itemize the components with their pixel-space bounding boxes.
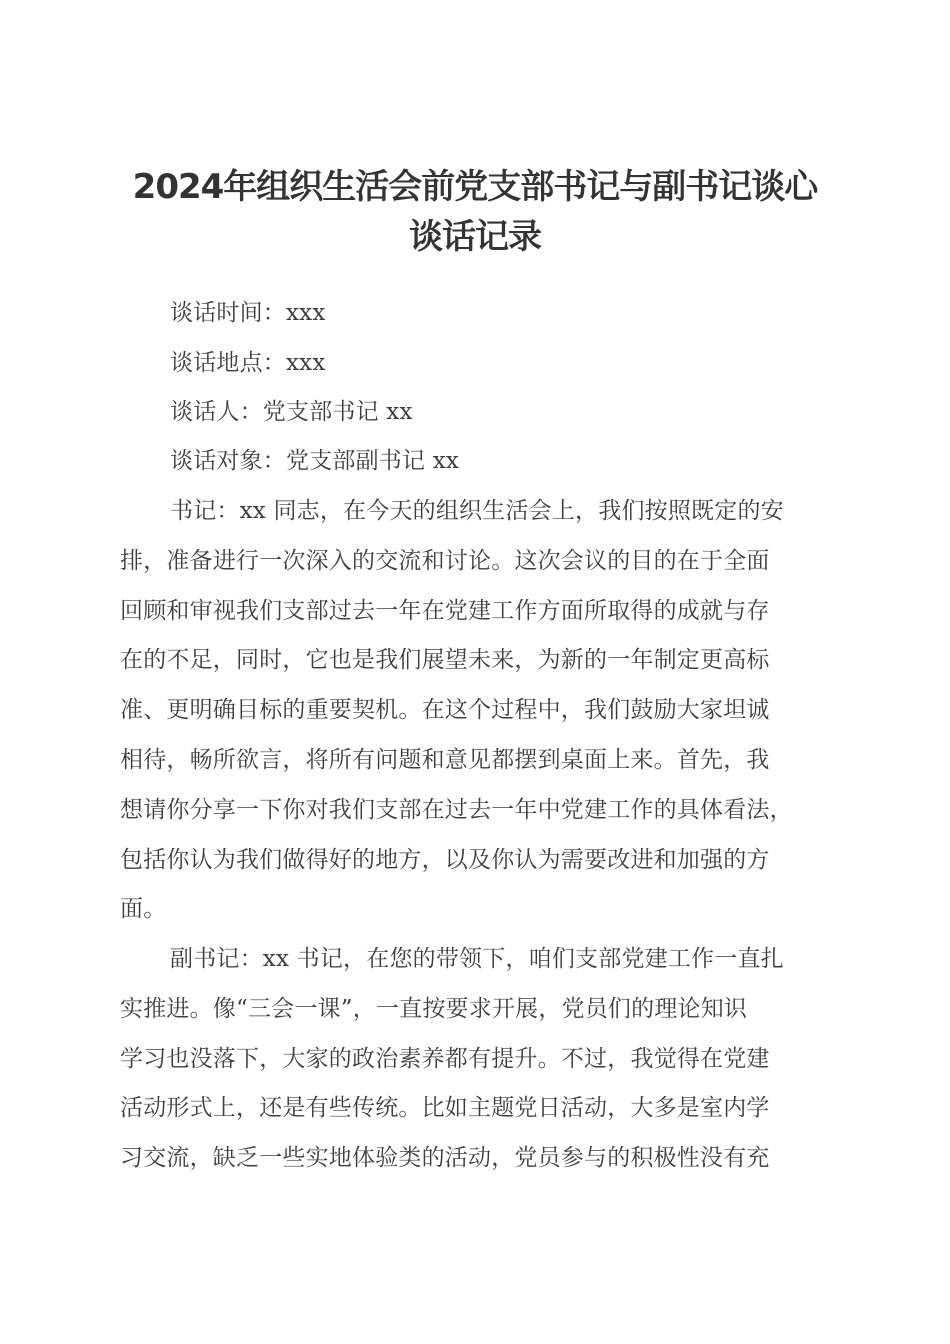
- paragraph-1-line: 包括你认为我们做得好的地方，以及你认为需要改进和加强的方: [120, 847, 770, 873]
- paragraph-2-line: 学习也没落下，大家的政治素养都有提升。不过，我觉得在党建: [120, 1046, 770, 1072]
- paragraph-1-line: 排，准备进行一次深入的交流和讨论。这次会议的目的在于全面: [120, 548, 770, 574]
- paragraph-1-line: 面。: [120, 896, 167, 922]
- document-title: [110, 162, 840, 262]
- paragraph-1-line: 书记：xx 同志，在今天的组织生活会上，我们按照既定的安: [170, 498, 784, 524]
- paragraph-2-line: 习交流，缺乏一些实地体验类的活动，党员参与的积极性没有充: [120, 1145, 770, 1171]
- meta-target: 谈话对象：党支部副书记 xx: [170, 448, 460, 474]
- paragraph-1-line: 相待，畅所欲言，将所有问题和意见都摆到桌面上来。首先，我: [120, 747, 770, 773]
- paragraph-2-line: 活动形式上，还是有些传统。比如主题党日活动，大多是室内学: [120, 1095, 770, 1121]
- meta-place: 谈话地点：xxx: [170, 350, 326, 376]
- title-line-2: 谈话记录: [409, 217, 541, 257]
- paragraph-1-line: 想请你分享一下你对我们支部在过去一年中党建工作的具体看法，: [120, 797, 793, 823]
- meta-time: 谈话时间：xxx: [170, 300, 326, 326]
- title-line-1: 2024年组织生活会前党支部书记与副书记谈心: [132, 167, 818, 207]
- paragraph-2-line: 实推进。像“三会一课”，一直按要求开展，党员们的理论知识: [120, 996, 748, 1022]
- meta-speaker: 谈话人：党支部书记 xx: [170, 399, 413, 425]
- paragraph-1-line: 在的不足，同时，它也是我们展望未来，为新的一年制定更高标: [120, 647, 770, 673]
- paragraph-1-line: 准、更明确目标的重要契机。在这个过程中，我们鼓励大家坦诚: [120, 697, 770, 723]
- paragraph-2-line: 副书记：xx 书记，在您的带领下，咱们支部党建工作一直扎: [170, 946, 784, 972]
- paragraph-1-line: 回顾和审视我们支部过去一年在党建工作方面所取得的成就与存: [120, 598, 770, 624]
